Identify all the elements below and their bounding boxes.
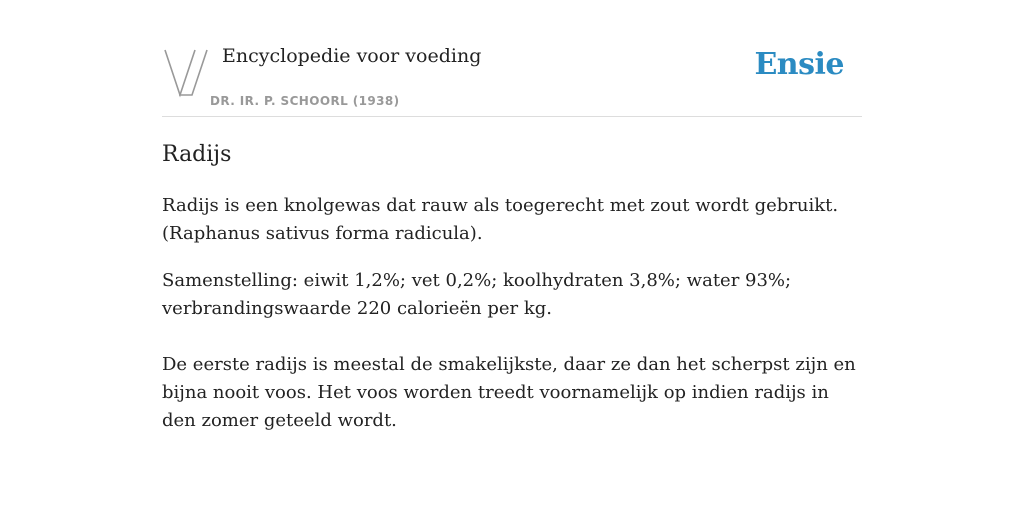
article-paragraph-composition: Samenstelling: eiwit 1,2%; vet 0,2%; koolhydraten 3,8%; water 93%; verbrandingswaarde 220 calorieën per kg.	[162, 270, 792, 319]
article-paragraph-definition: Radijs is een knolgewas dat rauw als toegerecht met zout wordt gebruikt. (Raphanus sativus forma radicula).	[162, 195, 839, 244]
article-title: Radijs	[162, 142, 232, 167]
header	[162, 0, 862, 117]
ensie-brand-logo[interactable]: Ensie	[754, 47, 844, 82]
book-title[interactable]: Encyclopedie voor voeding	[222, 45, 482, 67]
page	[162, 0, 862, 512]
v-logo-icon[interactable]	[164, 48, 208, 98]
book-author: DR. IR. P. SCHOORL (1938)	[210, 94, 400, 108]
article-paragraph-notes: De eerste radijs is meestal de smakelijkste, daar ze dan het scherpst zijn en bijna nooit voos. Het voos worden treedt voornamelijk op indien radijs in den zomer geteeld wordt.	[162, 354, 856, 431]
